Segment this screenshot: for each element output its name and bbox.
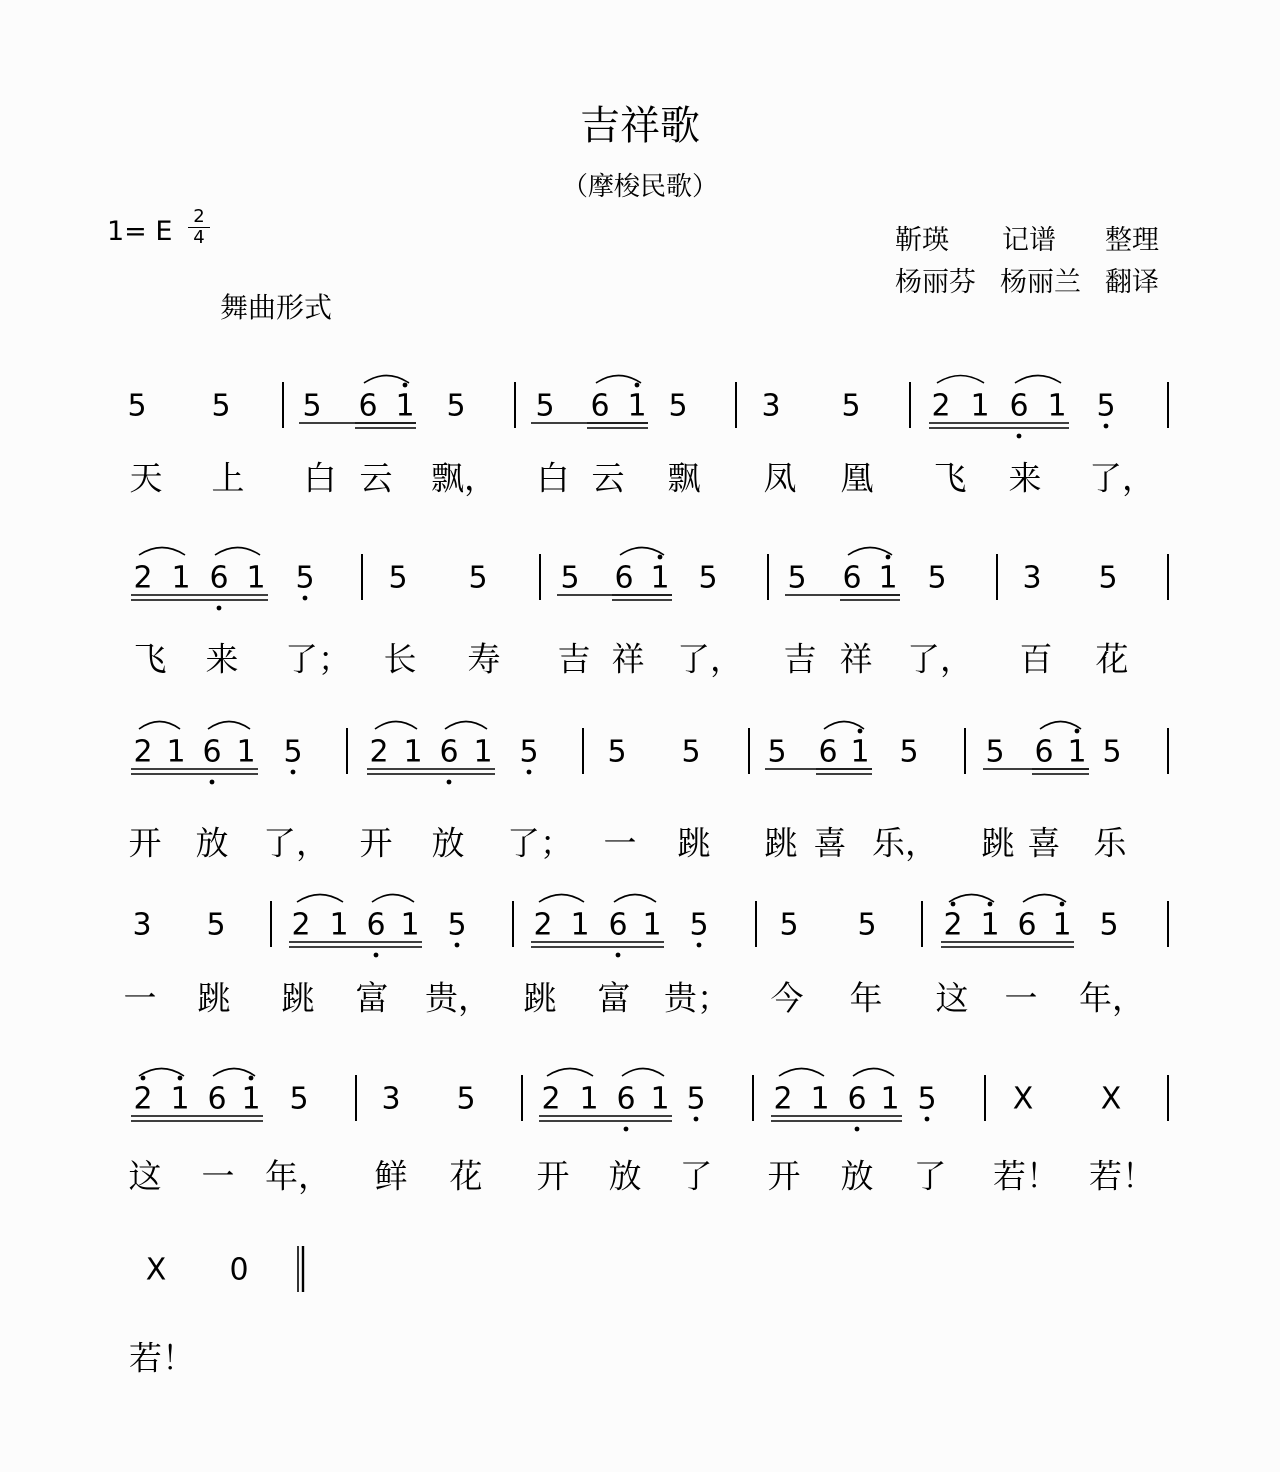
note: 1 (329, 907, 349, 943)
lyric-char: 跳 (523, 978, 557, 1018)
note: 6 (847, 1081, 867, 1117)
lyric-char: 放 (195, 823, 229, 863)
note: 2 (133, 734, 153, 770)
note: 1 (1052, 907, 1072, 943)
note: 2 (133, 560, 153, 596)
note: 6 (818, 734, 838, 770)
note: 1 (850, 734, 870, 770)
slur (937, 376, 984, 384)
slur (372, 895, 414, 903)
note: 5 (985, 734, 1005, 770)
note: 1 (236, 734, 256, 770)
lyric-char: 若！ (129, 1338, 195, 1378)
note: 5 (560, 560, 580, 596)
note: 1 (246, 560, 266, 596)
lyric-char: 若！ (993, 1156, 1059, 1196)
lyric-char: 了 (913, 1156, 947, 1196)
octave-dot-low (697, 943, 702, 948)
lyric-char: 凤 (763, 458, 797, 498)
note: 6 (608, 907, 628, 943)
lyric-char: 放 (431, 823, 465, 863)
lyric-char: 了， (263, 823, 329, 863)
slur (824, 722, 864, 730)
lyric-char: 喜 (813, 823, 847, 863)
octave-dot-low (291, 770, 296, 775)
lyric-char: 富 (597, 978, 631, 1018)
note: 5 (388, 560, 408, 596)
slur (445, 722, 487, 730)
time-signature-denominator: 4 (193, 227, 205, 248)
song-subtitle: （摩梭民歌） (561, 172, 718, 202)
lyric-char: 乐 (1093, 823, 1127, 863)
note: 5 (468, 560, 488, 596)
note: 2 (533, 907, 553, 943)
note: 1 (627, 388, 647, 424)
slur (213, 1069, 255, 1077)
slur (1040, 722, 1081, 730)
lyric-char: 这 (935, 978, 969, 1018)
slur (539, 895, 584, 903)
lyric-char: 飘， (431, 458, 497, 498)
lyric-char: 年 (849, 978, 883, 1018)
slur (596, 376, 641, 384)
slur (139, 722, 180, 730)
note: 1 (170, 1081, 190, 1117)
octave-dot-low (1104, 424, 1109, 429)
octave-dot-high (249, 1076, 254, 1081)
slur (949, 895, 994, 903)
lyric-char: 贵； (664, 978, 730, 1018)
note: 6 (439, 734, 459, 770)
lyric-char: 了， (677, 639, 743, 679)
lyric-char: 一 (123, 978, 157, 1018)
lyric-char: 开 (767, 1156, 801, 1196)
lyric-char: 贵， (425, 978, 491, 1018)
note: 5 (841, 388, 861, 424)
slur (1023, 895, 1066, 903)
lyric-char: 了， (907, 639, 973, 679)
lyric-char: 今 (770, 978, 804, 1018)
note: X (1100, 1081, 1122, 1117)
octave-dot-low (624, 1127, 629, 1132)
lyric-char: 飞 (133, 639, 167, 679)
slur (779, 1069, 824, 1077)
note: 5 (206, 907, 226, 943)
octave-dot-high (951, 902, 956, 907)
note: 6 (1009, 388, 1029, 424)
lyric-char: 跳 (981, 823, 1015, 863)
lyric-char: 祥 (611, 639, 645, 679)
note: 2 (943, 907, 963, 943)
lyric-char: 了 (679, 1156, 713, 1196)
note: 5 (607, 734, 627, 770)
octave-dot-high (886, 555, 891, 560)
lyric-char: 了； (507, 823, 573, 863)
note: 2 (931, 388, 951, 424)
lyric-char: 跳 (281, 978, 315, 1018)
note: 5 (698, 560, 718, 596)
key-signature: 1= E (107, 216, 173, 247)
note: 5 (917, 1081, 937, 1117)
note: 1 (395, 388, 415, 424)
note: 1 (650, 1081, 670, 1117)
lyric-char: 喜 (1027, 823, 1061, 863)
note: 5 (1098, 560, 1118, 596)
note: 1 (1047, 388, 1067, 424)
octave-dot-low (694, 1117, 699, 1122)
lyric-char: 百 (1019, 639, 1053, 679)
note: 6 (1017, 907, 1037, 943)
note: 5 (1096, 388, 1116, 424)
note: 5 (1102, 734, 1122, 770)
lyric-char: 跳 (197, 978, 231, 1018)
note: 5 (857, 907, 877, 943)
note: X (1012, 1081, 1034, 1117)
lyric-char: 跳 (764, 823, 798, 863)
lyric-char: 云 (591, 458, 625, 498)
note: 5 (519, 734, 539, 770)
note: 3 (761, 388, 781, 424)
slur (139, 548, 185, 556)
lyric-char: 这 (128, 1156, 162, 1196)
octave-dot-high (141, 1076, 146, 1081)
octave-dot-high (635, 383, 640, 388)
note: 6 (366, 907, 386, 943)
lyric-char: 吉 (783, 639, 817, 679)
slur (139, 1069, 184, 1077)
note: 0 (229, 1252, 249, 1288)
octave-dot-high (1075, 729, 1080, 734)
lyric-char: 云 (359, 458, 393, 498)
note: 6 (590, 388, 610, 424)
note: 1 (880, 1081, 900, 1117)
slur (375, 722, 417, 730)
octave-dot-low (455, 943, 460, 948)
credit-transcriber: 靳瑛 (895, 225, 949, 256)
note: 1 (1067, 734, 1087, 770)
octave-dot-low (925, 1117, 930, 1122)
credit-translator-2: 杨丽兰 (1000, 267, 1081, 298)
octave-dot-low (527, 770, 532, 775)
note: 5 (211, 388, 231, 424)
note: 1 (171, 560, 191, 596)
note: 1 (579, 1081, 599, 1117)
lyric-char: 来 (1008, 458, 1042, 498)
lyric-char: 了， (1089, 458, 1155, 498)
slur (208, 722, 250, 730)
lyric-char: 开 (359, 823, 393, 863)
lyric-char: 飘 (667, 458, 701, 498)
note: 1 (400, 907, 420, 943)
note: 3 (381, 1081, 401, 1117)
note: 5 (668, 388, 688, 424)
slur (1015, 376, 1061, 384)
note: 5 (295, 560, 315, 596)
note: 6 (1034, 734, 1054, 770)
lyric-char: 花 (449, 1156, 483, 1196)
note: 6 (202, 734, 222, 770)
lyric-char: 飞 (933, 458, 967, 498)
lyric-char: 上 (211, 458, 245, 498)
note: 5 (446, 388, 466, 424)
octave-dot-high (403, 383, 408, 388)
note: 6 (616, 1081, 636, 1117)
slur (622, 1069, 664, 1077)
slur (848, 548, 892, 556)
note: 1 (650, 560, 670, 596)
lyric-char: 天 (129, 458, 163, 498)
octave-dot-high (1060, 902, 1065, 907)
note: 1 (570, 907, 590, 943)
note: 6 (842, 560, 862, 596)
lyric-char: 吉 (557, 639, 591, 679)
note: 5 (1099, 907, 1119, 943)
lyric-char: 开 (536, 1156, 570, 1196)
lyric-char: 来 (205, 639, 239, 679)
octave-dot-low (210, 780, 215, 785)
octave-dot-high (858, 729, 863, 734)
octave-dot-high (988, 902, 993, 907)
slur (547, 1069, 593, 1077)
lyric-char: 富 (355, 978, 389, 1018)
note: 1 (241, 1081, 261, 1117)
note: 2 (369, 734, 389, 770)
octave-dot-low (447, 780, 452, 785)
octave-dot-low (374, 953, 379, 958)
lyric-char: 长 (383, 639, 417, 679)
lyric-char: 年， (265, 1156, 331, 1196)
note: 2 (133, 1081, 153, 1117)
note: 1 (403, 734, 423, 770)
note: 6 (207, 1081, 227, 1117)
note: 5 (283, 734, 303, 770)
note: 1 (878, 560, 898, 596)
lyric-char: 白 (536, 458, 570, 498)
slur (215, 548, 260, 556)
lyric-char: 白 (303, 458, 337, 498)
credit-translator-1: 杨丽芬 (895, 267, 976, 298)
note: 5 (689, 907, 709, 943)
note: 5 (779, 907, 799, 943)
note: 5 (681, 734, 701, 770)
note: 3 (1022, 560, 1042, 596)
slur (853, 1069, 894, 1077)
performance-style: 舞曲形式 (220, 291, 333, 324)
note: 5 (447, 907, 467, 943)
octave-dot-low (303, 596, 308, 601)
credit-role-transcribe: 记谱 (1002, 225, 1056, 256)
lyric-char: 放 (840, 1156, 874, 1196)
note: 5 (302, 388, 322, 424)
note: 5 (535, 388, 555, 424)
lyric-char: 年， (1079, 978, 1145, 1018)
note: 5 (787, 560, 807, 596)
note: X (145, 1252, 167, 1288)
note: 1 (473, 734, 493, 770)
lyric-char: 放 (608, 1156, 642, 1196)
slur (364, 376, 409, 384)
lyric-char: 寿 (467, 639, 501, 679)
note: 3 (132, 907, 152, 943)
octave-dot-low (217, 606, 222, 611)
note: 1 (642, 907, 662, 943)
note: 1 (980, 907, 1000, 943)
note: 6 (614, 560, 634, 596)
note: 5 (289, 1081, 309, 1117)
octave-dot-low (855, 1127, 860, 1132)
time-signature-numerator: 2 (193, 206, 205, 227)
lyric-char: 了； (285, 639, 351, 679)
note: 2 (541, 1081, 561, 1117)
lyric-char: 跳 (677, 823, 711, 863)
octave-dot-low (1017, 434, 1022, 439)
octave-dot-high (178, 1076, 183, 1081)
note: 1 (166, 734, 186, 770)
credit-role-arrange: 整理 (1105, 225, 1159, 256)
slur (297, 895, 343, 903)
note: 5 (127, 388, 147, 424)
song-title: 吉祥歌 (580, 103, 700, 149)
octave-dot-high (658, 555, 663, 560)
note: 5 (927, 560, 947, 596)
lyric-char: 开 (128, 823, 162, 863)
note: 5 (686, 1081, 706, 1117)
slur (620, 548, 664, 556)
lyric-char: 一 (603, 823, 637, 863)
slur (614, 895, 656, 903)
note: 1 (970, 388, 990, 424)
note: 2 (291, 907, 311, 943)
lyric-char: 一 (1004, 978, 1038, 1018)
lyric-char: 凰 (840, 458, 874, 498)
lyric-char: 乐， (872, 823, 938, 863)
lyric-char: 鲜 (374, 1156, 408, 1196)
note: 5 (767, 734, 787, 770)
note: 5 (899, 734, 919, 770)
octave-dot-low (616, 953, 621, 958)
lyric-char: 若！ (1089, 1156, 1155, 1196)
lyric-char: 祥 (839, 639, 873, 679)
lyric-char: 花 (1095, 639, 1129, 679)
note: 6 (358, 388, 378, 424)
note: 1 (810, 1081, 830, 1117)
note: 6 (209, 560, 229, 596)
note: 2 (773, 1081, 793, 1117)
note: 5 (456, 1081, 476, 1117)
credit-role-translate: 翻译 (1105, 267, 1159, 298)
lyric-char: 一 (201, 1156, 235, 1196)
